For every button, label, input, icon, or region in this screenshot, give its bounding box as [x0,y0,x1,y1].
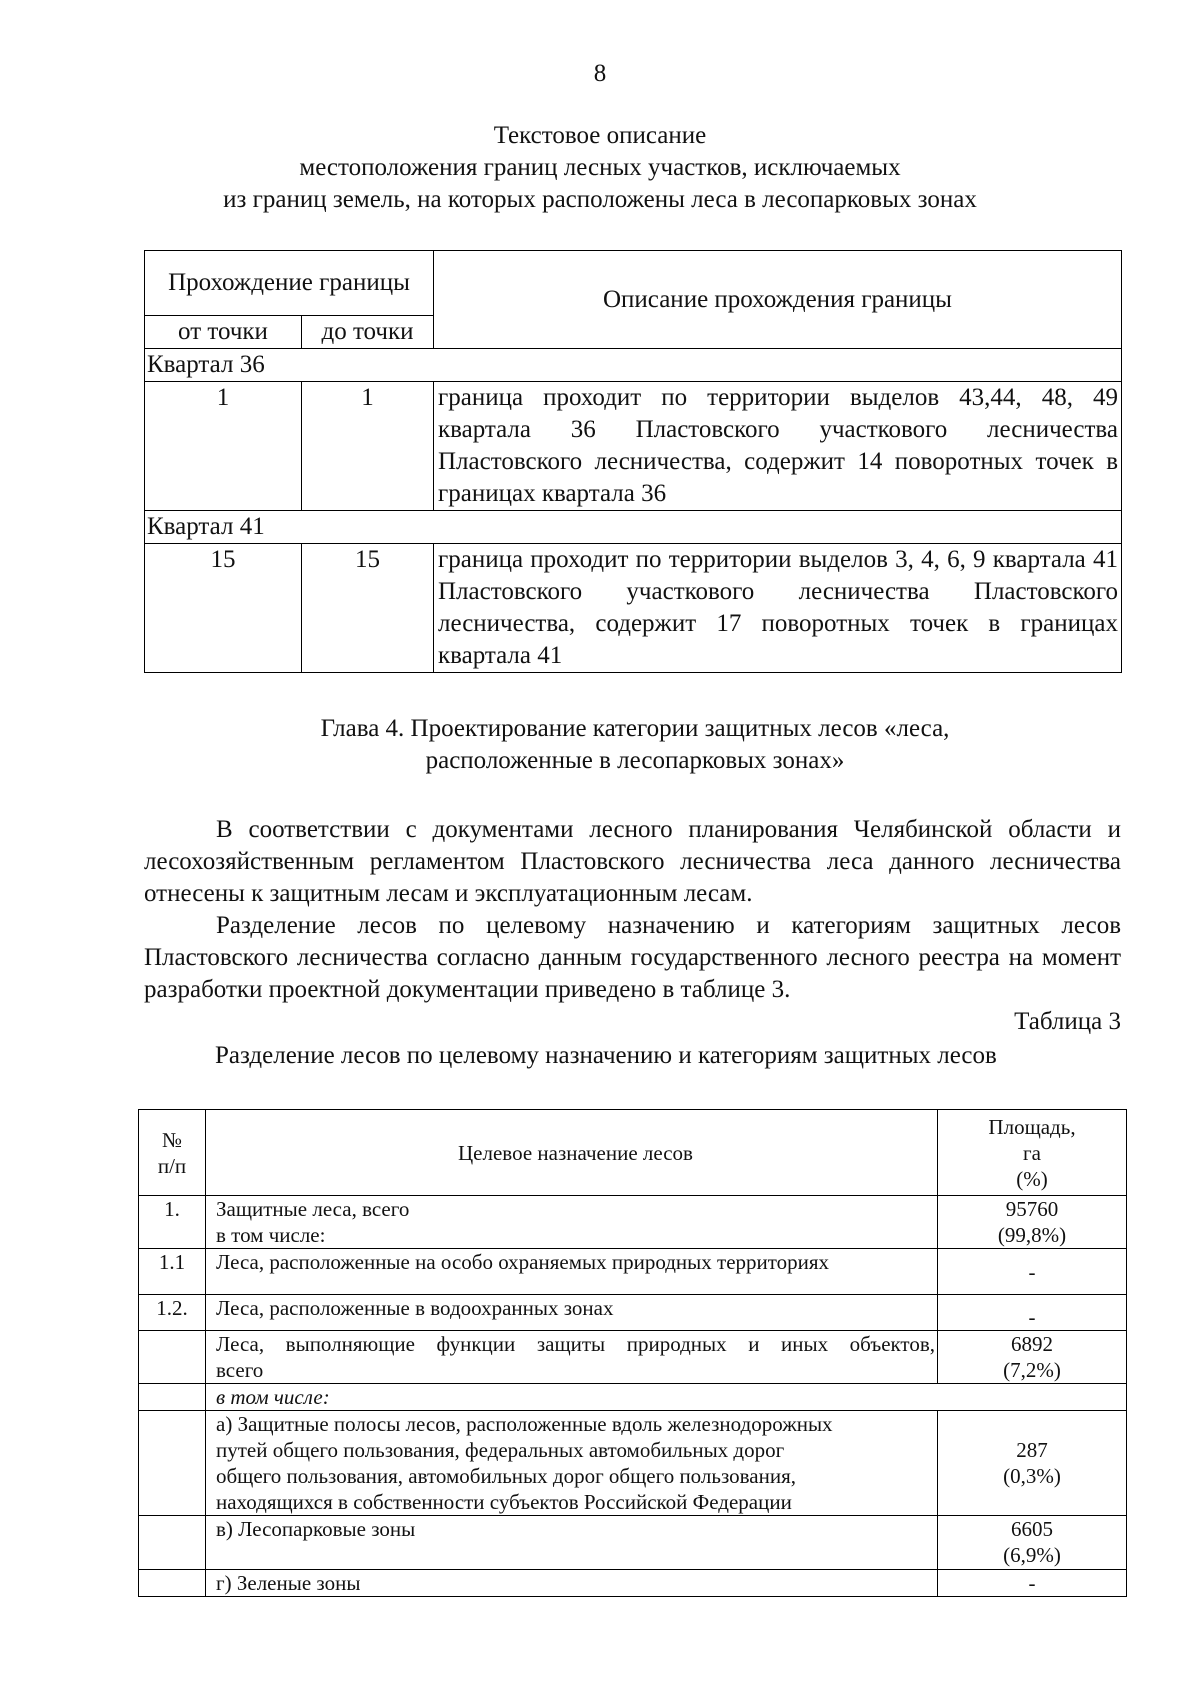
paragraph: В соответствии с документами лесного планирования Челябинской области и лесохозяйственным регламентом Пластовского лесничества леса данного лесничества отнесены к защитным лесам и эксплуатационным лесам. [144,816,1121,907]
table-row [139,1196,1127,1249]
boundary-description: граница проходит по территории выделов 43,44, 48, 49 квартала 36 Пластовского участкового лесничества Пластовского лесничества, содержит 14 поворотных точек в границах квартала 36 [434,382,1122,511]
area-percent: (0,3%) [1003,1464,1061,1488]
document-title [0,120,1200,216]
header-to-point: до точки [302,316,434,349]
area-value: - [938,1570,1127,1597]
row-number [139,1331,206,1384]
row-number [139,1411,206,1516]
header-boundary-description: Описание прохождения границы [434,251,1122,349]
row-area [938,1411,1127,1516]
area-value: 6892 [1011,1332,1053,1356]
row-number [139,1516,206,1570]
boundary-description: граница проходит по территории выделов 3, 4, 6, 9 квартала 41 Пластовского участкового лесничества Пластовского лесничества, содержит 17 поворотных точек в границах квартала 41 [434,544,1122,673]
header-number [139,1110,206,1196]
title-line-1: Текстовое описание [493,122,707,149]
table-row [139,1249,1127,1295]
table-row [139,1570,1127,1597]
row-area [938,1196,1127,1249]
row-number [139,1384,206,1411]
row-number: 1.1 [139,1249,206,1295]
row-name-line: находящихся в собственности субъектов Российской Федерации [216,1490,792,1514]
header-boundary-passage: Прохождение границы [145,251,434,316]
forest-purpose-table [138,1109,1127,1597]
page-number: 8 [593,60,607,87]
area-value: - [938,1295,1127,1331]
row-name-line: Защитные леса, всего [216,1197,410,1221]
quarter-label: Квартал 41 [145,511,1122,544]
table-subtitle: Разделение лесов по целевому назначению и категориям защитных лесов [215,1042,997,1069]
row-number: 1.2. [139,1295,206,1331]
header-number-line-1: № [161,1127,183,1152]
row-name [206,1196,938,1249]
header-area-line-2: га [1023,1140,1041,1165]
row-name-line: общего пользования, автомобильных дорог общего пользования, [216,1464,796,1488]
row-number: 1. [139,1196,206,1249]
row-name: в том числе: [206,1384,1127,1411]
chapter-title [0,713,1200,777]
chapter-line-1: Глава 4. Проектирование категории защитных лесов «леса, [320,715,950,742]
row-name: Леса, расположенные на особо охраняемых природных территориях [206,1249,938,1295]
row-name: Леса, расположенные в водоохранных зонах [206,1295,938,1331]
row-name-line: а) Защитные полосы лесов, расположенные вдоль железнодорожных [216,1412,833,1436]
from-point: 15 [145,544,302,673]
table-caption: Таблица 3 [1014,1008,1121,1035]
quarter-label: Квартал 36 [145,349,1122,382]
table-row [145,544,1122,673]
to-point: 1 [302,382,434,511]
header-purpose: Целевое назначение лесов [206,1110,938,1196]
row-name [206,1331,938,1384]
row-name [206,1411,938,1516]
table-row [139,1331,1127,1384]
area-percent: (99,8%) [997,1223,1067,1247]
header-area-line-1: Площадь, [988,1114,1076,1139]
header-area [938,1110,1127,1196]
area-value: 287 [1016,1438,1048,1462]
row-area [938,1331,1127,1384]
paragraph: Разделение лесов по целевому назначению и категориям защитных лесов Пластовского лесничества согласно данным государственного лесного реестра на момент разработки проектной документации приведено в таблице 3. [144,912,1121,1003]
chapter-line-2: расположенные в лесопарковых зонах» [425,747,845,774]
area-value: - [938,1249,1127,1295]
row-name-line: Леса, выполняющие функции защиты природных и иных объектов, [216,1332,935,1356]
header-area-line-3: (%) [1016,1166,1048,1191]
boundary-description-table [144,250,1122,673]
from-point: 1 [145,382,302,511]
area-percent: (7,2%) [1003,1358,1061,1382]
row-area [938,1516,1127,1570]
to-point: 15 [302,544,434,673]
area-percent: (6,9%) [1003,1543,1061,1567]
area-value: 6605 [1011,1517,1053,1541]
row-name-line: в том числе: [216,1223,326,1247]
body-text [144,814,1121,1006]
area-value: 95760 [1005,1197,1059,1221]
row-name-line: всего [216,1358,264,1382]
header-number-line-2: п/п [157,1153,187,1178]
row-name: в) Лесопарковые зоны [206,1516,938,1570]
table-row [139,1295,1127,1331]
table-row [145,382,1122,511]
row-name-line: путей общего пользования, федеральных автомобильных дорог [216,1438,785,1462]
row-name: г) Зеленые зоны [206,1570,938,1597]
table-row [139,1516,1127,1570]
title-line-2: местоположения границ лесных участков, исключаемых [299,154,901,181]
row-number [139,1570,206,1597]
table-row [139,1411,1127,1516]
title-line-3: из границ земель, на которых расположены леса в лесопарковых зонах [223,186,977,213]
table-row [139,1384,1127,1411]
header-from-point: от точки [145,316,302,349]
